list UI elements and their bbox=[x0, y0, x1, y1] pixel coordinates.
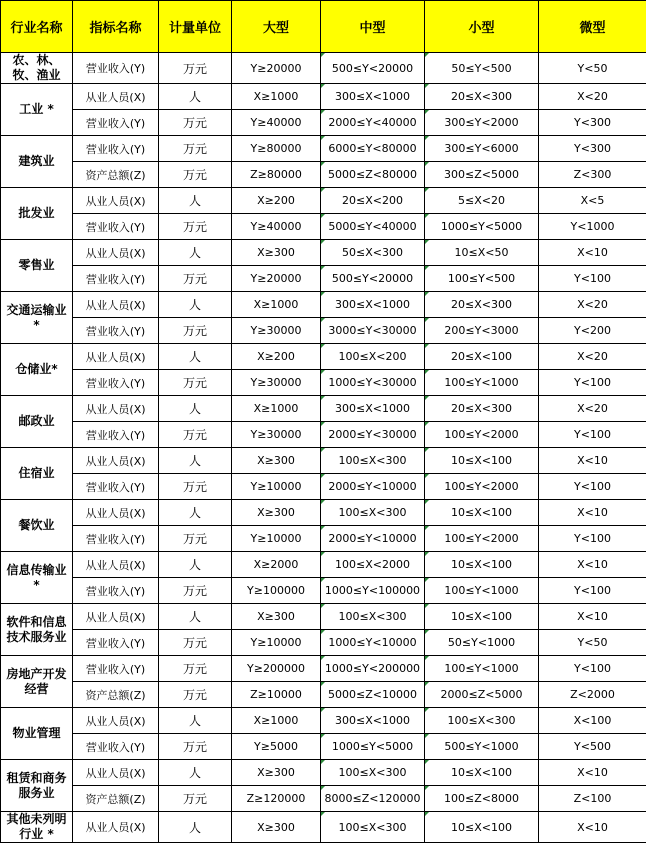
medium-cell: 5000≤Z<80000 bbox=[321, 162, 425, 188]
unit-cell: 万元 bbox=[159, 474, 232, 500]
industry-cell: 其他未列明行业 * bbox=[1, 812, 73, 843]
indicator-cell: 营业收入(Y) bbox=[73, 370, 159, 396]
medium-cell: 2000≤Y<10000 bbox=[321, 474, 425, 500]
large-cell: Y≥40000 bbox=[232, 110, 321, 136]
medium-cell: 5000≤Z<10000 bbox=[321, 682, 425, 708]
medium-cell: 1000≤Y<30000 bbox=[321, 370, 425, 396]
medium-cell: 1000≤Y<200000 bbox=[321, 656, 425, 682]
large-cell: Y≥30000 bbox=[232, 318, 321, 344]
table-row bbox=[1, 266, 646, 292]
unit-cell: 万元 bbox=[159, 422, 232, 448]
small-cell: 50≤Y<500 bbox=[425, 53, 539, 84]
indicator-cell: 营业收入(Y) bbox=[73, 266, 159, 292]
micro-cell: Y<100 bbox=[539, 266, 646, 292]
unit-cell: 万元 bbox=[159, 53, 232, 84]
small-cell: 2000≤Z<5000 bbox=[425, 682, 539, 708]
small-cell: 10≤X<100 bbox=[425, 760, 539, 786]
large-cell: Y≥30000 bbox=[232, 422, 321, 448]
micro-cell: Z<100 bbox=[539, 786, 646, 812]
table-row bbox=[1, 708, 646, 734]
large-cell: Z≥10000 bbox=[232, 682, 321, 708]
unit-cell: 人 bbox=[159, 84, 232, 110]
large-cell: Y≥30000 bbox=[232, 370, 321, 396]
unit-cell: 万元 bbox=[159, 526, 232, 552]
small-cell: 20≤X<300 bbox=[425, 292, 539, 318]
large-cell: Y≥20000 bbox=[232, 53, 321, 84]
small-cell: 5≤X<20 bbox=[425, 188, 539, 214]
industry-cell: 工业 * bbox=[1, 84, 73, 136]
table-row bbox=[1, 656, 646, 682]
micro-cell: Y<300 bbox=[539, 110, 646, 136]
small-cell: 200≤Y<3000 bbox=[425, 318, 539, 344]
micro-cell: Y<1000 bbox=[539, 214, 646, 240]
unit-cell: 人 bbox=[159, 396, 232, 422]
table-row bbox=[1, 188, 646, 214]
large-cell: Y≥5000 bbox=[232, 734, 321, 760]
small-cell: 500≤Y<1000 bbox=[425, 734, 539, 760]
micro-cell: Y<300 bbox=[539, 136, 646, 162]
table-row bbox=[1, 136, 646, 162]
table-row bbox=[1, 760, 646, 786]
large-cell: X≥200 bbox=[232, 188, 321, 214]
micro-cell: X<10 bbox=[539, 760, 646, 786]
unit-cell: 人 bbox=[159, 760, 232, 786]
table-row bbox=[1, 292, 646, 318]
unit-cell: 万元 bbox=[159, 682, 232, 708]
industry-cell: 物业管理 bbox=[1, 708, 73, 760]
indicator-cell: 资产总额(Z) bbox=[73, 162, 159, 188]
header-industry: 行业名称 bbox=[1, 1, 73, 53]
table-row bbox=[1, 812, 646, 843]
indicator-cell: 营业收入(Y) bbox=[73, 214, 159, 240]
large-cell: X≥300 bbox=[232, 500, 321, 526]
unit-cell: 万元 bbox=[159, 162, 232, 188]
indicator-cell: 从业人员(X) bbox=[73, 240, 159, 266]
micro-cell: Y<500 bbox=[539, 734, 646, 760]
micro-cell: Z<300 bbox=[539, 162, 646, 188]
unit-cell: 万元 bbox=[159, 214, 232, 240]
unit-cell: 人 bbox=[159, 240, 232, 266]
table-row bbox=[1, 448, 646, 474]
large-cell: X≥300 bbox=[232, 812, 321, 843]
medium-cell: 6000≤Y<80000 bbox=[321, 136, 425, 162]
unit-cell: 人 bbox=[159, 708, 232, 734]
industry-cell: 信息传输业 * bbox=[1, 552, 73, 604]
indicator-cell: 营业收入(Y) bbox=[73, 53, 159, 84]
small-cell: 10≤X<100 bbox=[425, 812, 539, 843]
micro-cell: Y<100 bbox=[539, 578, 646, 604]
indicator-cell: 营业收入(Y) bbox=[73, 136, 159, 162]
micro-cell: X<20 bbox=[539, 344, 646, 370]
unit-cell: 人 bbox=[159, 344, 232, 370]
header-small: 小型 bbox=[425, 1, 539, 53]
table-row bbox=[1, 396, 646, 422]
table-row bbox=[1, 734, 646, 760]
small-cell: 10≤X<100 bbox=[425, 604, 539, 630]
micro-cell: X<10 bbox=[539, 812, 646, 843]
medium-cell: 300≤X<1000 bbox=[321, 396, 425, 422]
indicator-cell: 营业收入(Y) bbox=[73, 318, 159, 344]
small-cell: 100≤Y<2000 bbox=[425, 526, 539, 552]
unit-cell: 万元 bbox=[159, 136, 232, 162]
industry-cell: 餐饮业 bbox=[1, 500, 73, 552]
micro-cell: Y<200 bbox=[539, 318, 646, 344]
medium-cell: 100≤X<300 bbox=[321, 812, 425, 843]
indicator-cell: 从业人员(X) bbox=[73, 604, 159, 630]
industry-cell: 仓储业* bbox=[1, 344, 73, 396]
table-row bbox=[1, 786, 646, 812]
table-row bbox=[1, 526, 646, 552]
medium-cell: 50≤X<300 bbox=[321, 240, 425, 266]
medium-cell: 1000≤Y<10000 bbox=[321, 630, 425, 656]
table-row bbox=[1, 630, 646, 656]
industry-cell: 住宿业 bbox=[1, 448, 73, 500]
micro-cell: X<20 bbox=[539, 292, 646, 318]
medium-cell: 1000≤Y<100000 bbox=[321, 578, 425, 604]
industry-cell: 零售业 bbox=[1, 240, 73, 292]
indicator-cell: 资产总额(Z) bbox=[73, 682, 159, 708]
table-row bbox=[1, 214, 646, 240]
micro-cell: X<5 bbox=[539, 188, 646, 214]
indicator-cell: 从业人员(X) bbox=[73, 396, 159, 422]
table-row bbox=[1, 552, 646, 578]
large-cell: X≥1000 bbox=[232, 396, 321, 422]
unit-cell: 万元 bbox=[159, 786, 232, 812]
industry-cell: 软件和信息技术服务业 bbox=[1, 604, 73, 656]
medium-cell: 500≤Y<20000 bbox=[321, 266, 425, 292]
indicator-cell: 营业收入(Y) bbox=[73, 630, 159, 656]
large-cell: Y≥200000 bbox=[232, 656, 321, 682]
small-cell: 100≤Z<8000 bbox=[425, 786, 539, 812]
unit-cell: 万元 bbox=[159, 734, 232, 760]
large-cell: X≥1000 bbox=[232, 292, 321, 318]
table-row bbox=[1, 53, 646, 84]
small-cell: 100≤Y<1000 bbox=[425, 578, 539, 604]
large-cell: Y≥10000 bbox=[232, 474, 321, 500]
unit-cell: 万元 bbox=[159, 110, 232, 136]
indicator-cell: 从业人员(X) bbox=[73, 292, 159, 318]
table-row bbox=[1, 422, 646, 448]
medium-cell: 300≤X<1000 bbox=[321, 708, 425, 734]
micro-cell: X<10 bbox=[539, 552, 646, 578]
small-cell: 100≤X<300 bbox=[425, 708, 539, 734]
header-unit: 计量单位 bbox=[159, 1, 232, 53]
large-cell: X≥2000 bbox=[232, 552, 321, 578]
medium-cell: 2000≤Y<10000 bbox=[321, 526, 425, 552]
unit-cell: 万元 bbox=[159, 318, 232, 344]
industry-cell: 批发业 bbox=[1, 188, 73, 240]
small-cell: 300≤Y<6000 bbox=[425, 136, 539, 162]
small-cell: 50≤Y<1000 bbox=[425, 630, 539, 656]
indicator-cell: 营业收入(Y) bbox=[73, 474, 159, 500]
small-cell: 300≤Y<2000 bbox=[425, 110, 539, 136]
medium-cell: 1000≤Y<5000 bbox=[321, 734, 425, 760]
medium-cell: 300≤X<1000 bbox=[321, 292, 425, 318]
table-row bbox=[1, 110, 646, 136]
table-body bbox=[1, 53, 646, 843]
large-cell: Z≥120000 bbox=[232, 786, 321, 812]
large-cell: X≥1000 bbox=[232, 708, 321, 734]
unit-cell: 人 bbox=[159, 604, 232, 630]
small-cell: 20≤X<300 bbox=[425, 396, 539, 422]
micro-cell: X<20 bbox=[539, 84, 646, 110]
micro-cell: X<10 bbox=[539, 240, 646, 266]
large-cell: X≥1000 bbox=[232, 84, 321, 110]
unit-cell: 万元 bbox=[159, 370, 232, 396]
table-row bbox=[1, 162, 646, 188]
industry-cell: 房地产开发经营 bbox=[1, 656, 73, 708]
medium-cell: 5000≤Y<40000 bbox=[321, 214, 425, 240]
small-cell: 10≤X<50 bbox=[425, 240, 539, 266]
micro-cell: Y<100 bbox=[539, 656, 646, 682]
table-row bbox=[1, 604, 646, 630]
indicator-cell: 从业人员(X) bbox=[73, 344, 159, 370]
micro-cell: X<100 bbox=[539, 708, 646, 734]
medium-cell: 100≤X<300 bbox=[321, 448, 425, 474]
micro-cell: Y<100 bbox=[539, 422, 646, 448]
header-row bbox=[1, 1, 646, 53]
small-cell: 10≤X<100 bbox=[425, 500, 539, 526]
small-cell: 10≤X<100 bbox=[425, 448, 539, 474]
unit-cell: 万元 bbox=[159, 578, 232, 604]
medium-cell: 8000≤Z<120000 bbox=[321, 786, 425, 812]
unit-cell: 人 bbox=[159, 812, 232, 843]
table-row bbox=[1, 682, 646, 708]
large-cell: Y≥100000 bbox=[232, 578, 321, 604]
indicator-cell: 从业人员(X) bbox=[73, 760, 159, 786]
industry-cell: 农、林、牧、渔业 bbox=[1, 53, 73, 84]
small-cell: 300≤Z<5000 bbox=[425, 162, 539, 188]
indicator-cell: 营业收入(Y) bbox=[73, 578, 159, 604]
large-cell: X≥200 bbox=[232, 344, 321, 370]
micro-cell: Y<100 bbox=[539, 474, 646, 500]
micro-cell: Y<100 bbox=[539, 370, 646, 396]
small-cell: 100≤Y<1000 bbox=[425, 370, 539, 396]
unit-cell: 人 bbox=[159, 552, 232, 578]
large-cell: Y≥20000 bbox=[232, 266, 321, 292]
table-row bbox=[1, 500, 646, 526]
header-indicator: 指标名称 bbox=[73, 1, 159, 53]
large-cell: Y≥40000 bbox=[232, 214, 321, 240]
industry-cell: 邮政业 bbox=[1, 396, 73, 448]
medium-cell: 20≤X<200 bbox=[321, 188, 425, 214]
table-row bbox=[1, 474, 646, 500]
table-row bbox=[1, 370, 646, 396]
industry-cell: 建筑业 bbox=[1, 136, 73, 188]
table-row bbox=[1, 578, 646, 604]
large-cell: Y≥80000 bbox=[232, 136, 321, 162]
table-row bbox=[1, 318, 646, 344]
large-cell: Y≥10000 bbox=[232, 630, 321, 656]
medium-cell: 100≤X<300 bbox=[321, 760, 425, 786]
indicator-cell: 从业人员(X) bbox=[73, 812, 159, 843]
industry-cell: 租赁和商务服务业 bbox=[1, 760, 73, 812]
medium-cell: 100≤X<2000 bbox=[321, 552, 425, 578]
indicator-cell: 从业人员(X) bbox=[73, 188, 159, 214]
medium-cell: 500≤Y<20000 bbox=[321, 53, 425, 84]
indicator-cell: 营业收入(Y) bbox=[73, 110, 159, 136]
unit-cell: 人 bbox=[159, 500, 232, 526]
large-cell: X≥300 bbox=[232, 604, 321, 630]
indicator-cell: 从业人员(X) bbox=[73, 84, 159, 110]
unit-cell: 万元 bbox=[159, 656, 232, 682]
table-row bbox=[1, 344, 646, 370]
indicator-cell: 营业收入(Y) bbox=[73, 734, 159, 760]
indicator-cell: 从业人员(X) bbox=[73, 500, 159, 526]
micro-cell: Y<100 bbox=[539, 526, 646, 552]
small-cell: 100≤Y<2000 bbox=[425, 474, 539, 500]
medium-cell: 300≤X<1000 bbox=[321, 84, 425, 110]
large-cell: Z≥80000 bbox=[232, 162, 321, 188]
medium-cell: 100≤X<300 bbox=[321, 500, 425, 526]
header-micro: 微型 bbox=[539, 1, 646, 53]
unit-cell: 人 bbox=[159, 448, 232, 474]
small-cell: 100≤Y<500 bbox=[425, 266, 539, 292]
small-cell: 10≤X<100 bbox=[425, 552, 539, 578]
unit-cell: 万元 bbox=[159, 630, 232, 656]
table-row bbox=[1, 240, 646, 266]
small-cell: 20≤X<100 bbox=[425, 344, 539, 370]
medium-cell: 100≤X<300 bbox=[321, 604, 425, 630]
micro-cell: Y<50 bbox=[539, 53, 646, 84]
large-cell: X≥300 bbox=[232, 448, 321, 474]
header-large: 大型 bbox=[232, 1, 321, 53]
medium-cell: 100≤X<200 bbox=[321, 344, 425, 370]
unit-cell: 人 bbox=[159, 188, 232, 214]
table-row bbox=[1, 84, 646, 110]
indicator-cell: 营业收入(Y) bbox=[73, 656, 159, 682]
small-cell: 100≤Y<2000 bbox=[425, 422, 539, 448]
micro-cell: Y<50 bbox=[539, 630, 646, 656]
indicator-cell: 从业人员(X) bbox=[73, 708, 159, 734]
medium-cell: 2000≤Y<30000 bbox=[321, 422, 425, 448]
medium-cell: 3000≤Y<30000 bbox=[321, 318, 425, 344]
indicator-cell: 从业人员(X) bbox=[73, 448, 159, 474]
indicator-cell: 从业人员(X) bbox=[73, 552, 159, 578]
small-cell: 20≤X<300 bbox=[425, 84, 539, 110]
indicator-cell: 营业收入(Y) bbox=[73, 526, 159, 552]
indicator-cell: 资产总额(Z) bbox=[73, 786, 159, 812]
small-cell: 1000≤Y<5000 bbox=[425, 214, 539, 240]
unit-cell: 人 bbox=[159, 292, 232, 318]
indicator-cell: 营业收入(Y) bbox=[73, 422, 159, 448]
micro-cell: X<10 bbox=[539, 448, 646, 474]
medium-cell: 2000≤Y<40000 bbox=[321, 110, 425, 136]
micro-cell: X<20 bbox=[539, 396, 646, 422]
micro-cell: X<10 bbox=[539, 604, 646, 630]
micro-cell: Z<2000 bbox=[539, 682, 646, 708]
large-cell: Y≥10000 bbox=[232, 526, 321, 552]
small-cell: 100≤Y<1000 bbox=[425, 656, 539, 682]
header-medium: 中型 bbox=[321, 1, 425, 53]
micro-cell: X<10 bbox=[539, 500, 646, 526]
large-cell: X≥300 bbox=[232, 240, 321, 266]
unit-cell: 万元 bbox=[159, 266, 232, 292]
industry-cell: 交通运输业 * bbox=[1, 292, 73, 344]
large-cell: X≥300 bbox=[232, 760, 321, 786]
